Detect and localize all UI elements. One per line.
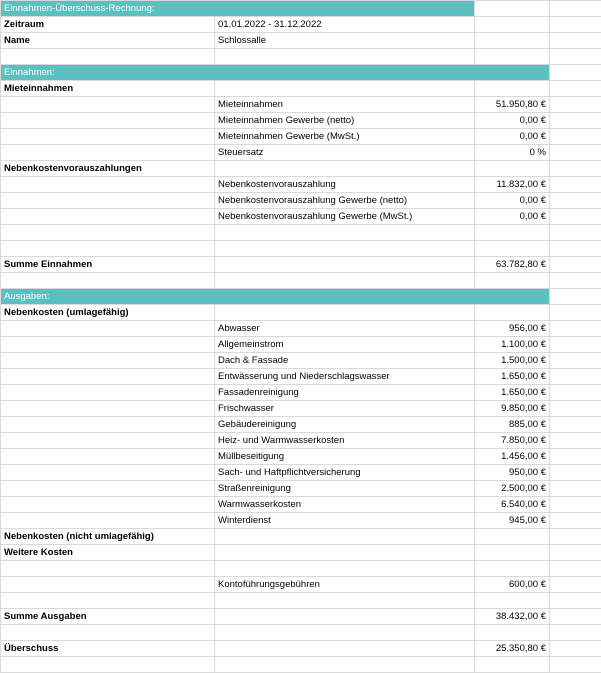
cell[interactable] bbox=[1, 353, 215, 369]
line-item-row bbox=[1, 465, 601, 481]
cell[interactable] bbox=[550, 17, 601, 33]
cell[interactable] bbox=[550, 465, 601, 481]
line-item-row bbox=[1, 513, 601, 529]
cell[interactable] bbox=[1, 113, 215, 129]
item-label[interactable]: Abwasser bbox=[215, 321, 475, 337]
item-value[interactable]: 51.950,80 € bbox=[475, 97, 550, 113]
cell[interactable] bbox=[475, 33, 550, 49]
empty-row bbox=[1, 657, 601, 673]
nebenkostenvorauszahlungen-title[interactable]: Nebenkostenvorauszahlungen bbox=[1, 161, 215, 177]
cell[interactable] bbox=[550, 321, 601, 337]
cell[interactable] bbox=[550, 449, 601, 465]
cell[interactable] bbox=[475, 545, 550, 561]
cell[interactable] bbox=[215, 529, 475, 545]
cell[interactable] bbox=[550, 609, 601, 625]
title-cell[interactable]: Einnahmen-Überschuss-Rechnung: bbox=[1, 1, 475, 17]
empty-row bbox=[1, 625, 601, 641]
ausgaben-header-row bbox=[1, 289, 601, 305]
empty-row bbox=[1, 561, 601, 577]
cell[interactable] bbox=[550, 177, 601, 193]
cell[interactable] bbox=[550, 273, 601, 289]
cell[interactable] bbox=[215, 257, 475, 273]
cell[interactable] bbox=[215, 225, 475, 241]
sum-einnahmen-label[interactable]: Summe Einnahmen bbox=[1, 257, 215, 273]
line-item-row bbox=[1, 209, 601, 225]
cell[interactable] bbox=[475, 241, 550, 257]
cell[interactable] bbox=[550, 529, 601, 545]
cell[interactable] bbox=[550, 577, 601, 593]
einnahmen-header[interactable]: Einnahmen: bbox=[1, 65, 550, 81]
line-item-row bbox=[1, 433, 601, 449]
item-value[interactable]: 1.650,00 € bbox=[475, 385, 550, 401]
line-item-row bbox=[1, 577, 601, 593]
line-item-row bbox=[1, 417, 601, 433]
item-label[interactable]: Sach- und Haftpflichtversicherung bbox=[215, 465, 475, 481]
cell[interactable] bbox=[550, 353, 601, 369]
item-value[interactable]: 1.456,00 € bbox=[475, 449, 550, 465]
name-label[interactable]: Name bbox=[1, 33, 215, 49]
cell[interactable] bbox=[550, 641, 601, 657]
cell[interactable] bbox=[215, 625, 475, 641]
item-value[interactable]: 1.650,00 € bbox=[475, 369, 550, 385]
item-label[interactable]: Müllbeseitigung bbox=[215, 449, 475, 465]
cell[interactable] bbox=[550, 81, 601, 97]
cell[interactable] bbox=[1, 593, 215, 609]
line-item-row bbox=[1, 145, 601, 161]
cell[interactable] bbox=[550, 625, 601, 641]
item-label[interactable]: Steuersatz bbox=[215, 145, 475, 161]
line-item-row bbox=[1, 113, 601, 129]
cell[interactable] bbox=[550, 225, 601, 241]
cell[interactable] bbox=[1, 385, 215, 401]
cell[interactable] bbox=[475, 49, 550, 65]
zeitraum-row bbox=[1, 17, 601, 33]
item-value[interactable]: 885,00 € bbox=[475, 417, 550, 433]
cell[interactable] bbox=[550, 417, 601, 433]
cell[interactable] bbox=[1, 177, 215, 193]
cell[interactable] bbox=[475, 1, 550, 17]
cell[interactable] bbox=[1, 193, 215, 209]
item-label[interactable]: Straßenreinigung bbox=[215, 481, 475, 497]
cell[interactable] bbox=[215, 609, 475, 625]
cell[interactable] bbox=[1, 513, 215, 529]
sum-einnahmen-row bbox=[1, 257, 601, 273]
umlagefaehig-title[interactable]: Nebenkosten (umlagefähig) bbox=[1, 305, 215, 321]
item-label[interactable]: Mieteinnahmen Gewerbe (MwSt.) bbox=[215, 129, 475, 145]
item-label[interactable]: Heiz- und Warmwasserkosten bbox=[215, 433, 475, 449]
item-label[interactable]: Nebenkostenvorauszahlung bbox=[215, 177, 475, 193]
cell[interactable] bbox=[550, 241, 601, 257]
cell[interactable] bbox=[550, 65, 601, 81]
line-item-row bbox=[1, 401, 601, 417]
item-value[interactable]: 2.500,00 € bbox=[475, 481, 550, 497]
cell[interactable] bbox=[475, 657, 550, 673]
item-value[interactable]: 950,00 € bbox=[475, 465, 550, 481]
cell[interactable] bbox=[1, 129, 215, 145]
cell[interactable] bbox=[550, 49, 601, 65]
zeitraum-label[interactable]: Zeitraum bbox=[1, 17, 215, 33]
cell[interactable] bbox=[475, 529, 550, 545]
cell[interactable] bbox=[550, 561, 601, 577]
item-value[interactable]: 0 % bbox=[475, 145, 550, 161]
einnahmen-header-row bbox=[1, 65, 601, 81]
item-value[interactable]: 1.100,00 € bbox=[475, 337, 550, 353]
cell[interactable] bbox=[215, 561, 475, 577]
cell[interactable] bbox=[550, 257, 601, 273]
item-label[interactable]: Nebenkostenvorauszahlung Gewerbe (netto) bbox=[215, 193, 475, 209]
weitere-kosten-title[interactable]: Weitere Kosten bbox=[1, 545, 215, 561]
item-label[interactable]: Winterdienst bbox=[215, 513, 475, 529]
line-item-row bbox=[1, 353, 601, 369]
cell[interactable] bbox=[550, 145, 601, 161]
sum-einnahmen-value[interactable]: 63.782,80 € bbox=[475, 257, 550, 273]
item-value[interactable]: 11.832,00 € bbox=[475, 177, 550, 193]
item-label[interactable]: Frischwasser bbox=[215, 401, 475, 417]
cell[interactable] bbox=[550, 513, 601, 529]
cell[interactable] bbox=[1, 401, 215, 417]
cell[interactable] bbox=[550, 289, 601, 305]
cell[interactable] bbox=[550, 593, 601, 609]
cell[interactable] bbox=[1, 625, 215, 641]
ausgaben-header[interactable]: Ausgaben: bbox=[1, 289, 550, 305]
name-value[interactable]: Schlossalle bbox=[215, 33, 475, 49]
cell[interactable] bbox=[1, 241, 215, 257]
cell[interactable] bbox=[1, 433, 215, 449]
cell[interactable] bbox=[1, 273, 215, 289]
item-label[interactable]: Mieteinnahmen Gewerbe (netto) bbox=[215, 113, 475, 129]
item-value[interactable]: 0,00 € bbox=[475, 209, 550, 225]
item-value[interactable]: 7.850,00 € bbox=[475, 433, 550, 449]
ueberschuss-label[interactable]: Überschuss bbox=[1, 641, 215, 657]
line-item-row bbox=[1, 481, 601, 497]
cell[interactable] bbox=[550, 369, 601, 385]
cell[interactable] bbox=[475, 593, 550, 609]
line-item-row bbox=[1, 449, 601, 465]
cell[interactable] bbox=[215, 273, 475, 289]
section-title-row bbox=[1, 529, 601, 545]
empty-row bbox=[1, 241, 601, 257]
cell[interactable] bbox=[550, 481, 601, 497]
item-label[interactable]: Entwässerung und Niederschlagswasser bbox=[215, 369, 475, 385]
item-label[interactable]: Mieteinnahmen bbox=[215, 97, 475, 113]
cell[interactable] bbox=[550, 337, 601, 353]
item-value[interactable]: 956,00 € bbox=[475, 321, 550, 337]
cell[interactable] bbox=[1, 577, 215, 593]
ueberschuss-row bbox=[1, 641, 601, 657]
cell[interactable] bbox=[1, 49, 215, 65]
cell[interactable] bbox=[1, 369, 215, 385]
cell[interactable] bbox=[550, 161, 601, 177]
cell[interactable] bbox=[215, 81, 475, 97]
cell[interactable] bbox=[475, 273, 550, 289]
cell[interactable] bbox=[215, 49, 475, 65]
cell[interactable] bbox=[215, 545, 475, 561]
item-label[interactable]: Nebenkostenvorauszahlung Gewerbe (MwSt.) bbox=[215, 209, 475, 225]
title-row bbox=[1, 1, 601, 17]
item-value[interactable]: 945,00 € bbox=[475, 513, 550, 529]
cell[interactable] bbox=[475, 625, 550, 641]
cell[interactable] bbox=[550, 97, 601, 113]
cell[interactable] bbox=[215, 641, 475, 657]
line-item-row bbox=[1, 369, 601, 385]
ueberschuss-value[interactable]: 25.350,80 € bbox=[475, 641, 550, 657]
cell[interactable] bbox=[550, 129, 601, 145]
item-label[interactable]: Warmwasserkosten bbox=[215, 497, 475, 513]
cell[interactable] bbox=[215, 657, 475, 673]
line-item-row bbox=[1, 497, 601, 513]
cell[interactable] bbox=[1, 465, 215, 481]
cell[interactable] bbox=[1, 417, 215, 433]
cell[interactable] bbox=[215, 161, 475, 177]
item-label[interactable]: Fassadenreinigung bbox=[215, 385, 475, 401]
cell[interactable] bbox=[1, 449, 215, 465]
cell[interactable] bbox=[550, 209, 601, 225]
cell[interactable] bbox=[475, 225, 550, 241]
sum-ausgaben-row bbox=[1, 609, 601, 625]
cell[interactable] bbox=[1, 225, 215, 241]
cell[interactable] bbox=[550, 33, 601, 49]
cell[interactable] bbox=[1, 481, 215, 497]
item-label[interactable]: Allgemeinstrom bbox=[215, 337, 475, 353]
cell[interactable] bbox=[550, 545, 601, 561]
nicht-umlagefaehig-title[interactable]: Nebenkosten (nicht umlagefähig) bbox=[1, 529, 215, 545]
empty-row bbox=[1, 49, 601, 65]
item-value[interactable]: 9.850,00 € bbox=[475, 401, 550, 417]
item-value[interactable]: 0,00 € bbox=[475, 193, 550, 209]
cell[interactable] bbox=[1, 657, 215, 673]
name-row bbox=[1, 33, 601, 49]
section-title-row bbox=[1, 161, 601, 177]
line-item-row bbox=[1, 193, 601, 209]
sum-ausgaben-label[interactable]: Summe Ausgaben bbox=[1, 609, 215, 625]
cell[interactable] bbox=[550, 113, 601, 129]
cell[interactable] bbox=[215, 241, 475, 257]
zeitraum-value[interactable]: 01.01.2022 - 31.12.2022 bbox=[215, 17, 475, 33]
cell[interactable] bbox=[215, 305, 475, 321]
cell[interactable] bbox=[1, 97, 215, 113]
cell[interactable] bbox=[1, 321, 215, 337]
empty-row bbox=[1, 593, 601, 609]
empty-row bbox=[1, 273, 601, 289]
cell[interactable] bbox=[475, 81, 550, 97]
mieteinnahmen-title[interactable]: Mieteinnahmen bbox=[1, 81, 215, 97]
cell[interactable] bbox=[550, 401, 601, 417]
line-item-row bbox=[1, 177, 601, 193]
cell[interactable] bbox=[475, 561, 550, 577]
cell[interactable] bbox=[550, 657, 601, 673]
line-item-row bbox=[1, 321, 601, 337]
item-value[interactable]: 600,00 € bbox=[475, 577, 550, 593]
item-value[interactable]: 6.540,00 € bbox=[475, 497, 550, 513]
item-value[interactable]: 0,00 € bbox=[475, 129, 550, 145]
cell[interactable] bbox=[475, 161, 550, 177]
sum-ausgaben-value[interactable]: 38.432,00 € bbox=[475, 609, 550, 625]
empty-row bbox=[1, 225, 601, 241]
section-title-row bbox=[1, 545, 601, 561]
item-label[interactable]: Kontoführungsgebühren bbox=[215, 577, 475, 593]
section-title-row bbox=[1, 81, 601, 97]
cell[interactable] bbox=[550, 497, 601, 513]
cell[interactable] bbox=[1, 209, 215, 225]
section-title-row bbox=[1, 305, 601, 321]
cell[interactable] bbox=[1, 497, 215, 513]
item-value[interactable]: 1.500,00 € bbox=[475, 353, 550, 369]
cell[interactable] bbox=[1, 561, 215, 577]
line-item-row bbox=[1, 97, 601, 113]
cell[interactable] bbox=[475, 305, 550, 321]
cell[interactable] bbox=[1, 145, 215, 161]
line-item-row bbox=[1, 385, 601, 401]
item-label[interactable]: Gebäudereinigung bbox=[215, 417, 475, 433]
cell[interactable] bbox=[475, 17, 550, 33]
cell[interactable] bbox=[550, 305, 601, 321]
cell[interactable] bbox=[550, 1, 601, 17]
cell[interactable] bbox=[550, 385, 601, 401]
cell[interactable] bbox=[550, 193, 601, 209]
line-item-row bbox=[1, 337, 601, 353]
cell[interactable] bbox=[215, 593, 475, 609]
cell[interactable] bbox=[1, 337, 215, 353]
item-value[interactable]: 0,00 € bbox=[475, 113, 550, 129]
line-item-row bbox=[1, 129, 601, 145]
item-label[interactable]: Dach & Fassade bbox=[215, 353, 475, 369]
cell[interactable] bbox=[550, 433, 601, 449]
